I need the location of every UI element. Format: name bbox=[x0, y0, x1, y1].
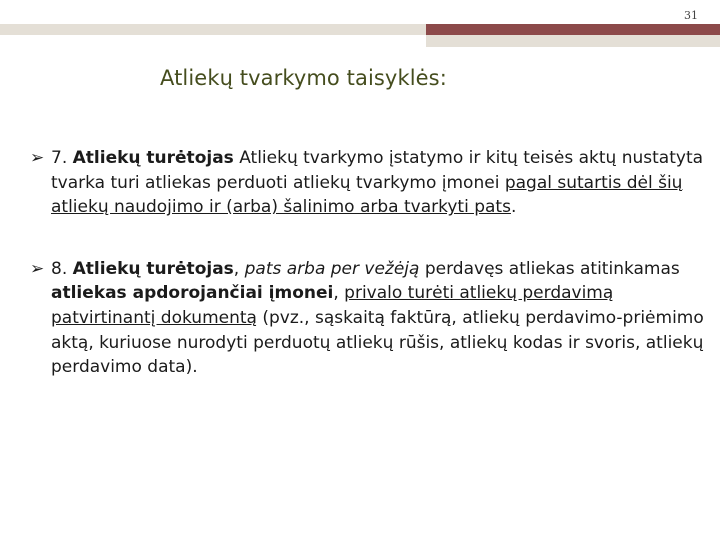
arrow-bullet-icon: ➢ bbox=[30, 258, 45, 279]
bullet-text-segment: . bbox=[510, 197, 517, 218]
bullet-bold-term: Atliekų turėtojas bbox=[72, 258, 234, 279]
slide-title: Atliekų tvarkymo taisyklės: bbox=[160, 66, 447, 90]
bullet-item-7 bbox=[30, 146, 710, 220]
bullet-text-segment: 8. bbox=[51, 258, 73, 279]
slide-number: 31 bbox=[684, 9, 698, 22]
bullet-text-segment: , bbox=[333, 283, 345, 304]
bullet-italic-text: pats arba per vežėją bbox=[244, 258, 420, 279]
bullet-text-segment: Atliekų tvarkymo įstatymo ir kitų teisės aktų nustatyta tvarka turi atliekas perduoti atliekų tvarkymo įmonei bbox=[51, 148, 704, 193]
bullet-text-segment: (pvz., sąskaitą faktūrą, atliekų perdavimo-priėmimo aktą, kuriuose nurodyti perduotų atliekų rūšis, atliekų kodas ir svoris, atliekų perdavimo data). bbox=[51, 307, 704, 378]
bullet-text-segment: , bbox=[233, 258, 245, 279]
bullet-item-8 bbox=[30, 257, 710, 380]
arrow-bullet-icon: ➢ bbox=[30, 148, 45, 168]
bullet-underlined-text: privalo turėti atliekų perdavimą patvirtinantį dokumentą bbox=[51, 283, 614, 328]
bullet-text-segment: 7. bbox=[51, 148, 73, 168]
bullet-text-segment: perdavęs atliekas atitinkamas bbox=[419, 258, 680, 279]
bullet-bold-term: Atliekų turėtojas bbox=[72, 148, 234, 168]
header-band-accent bbox=[426, 24, 720, 35]
slide-body bbox=[30, 146, 710, 417]
header-band-left bbox=[0, 24, 426, 35]
bullet-bold-term: atliekas apdorojančiai įmonei bbox=[51, 283, 334, 304]
bullet-underlined-text: pagal sutartis dėl šių atliekų naudojimo ir (arba) šalinimo arba tvarkyti pats bbox=[51, 172, 683, 218]
header-band-under bbox=[426, 35, 720, 47]
